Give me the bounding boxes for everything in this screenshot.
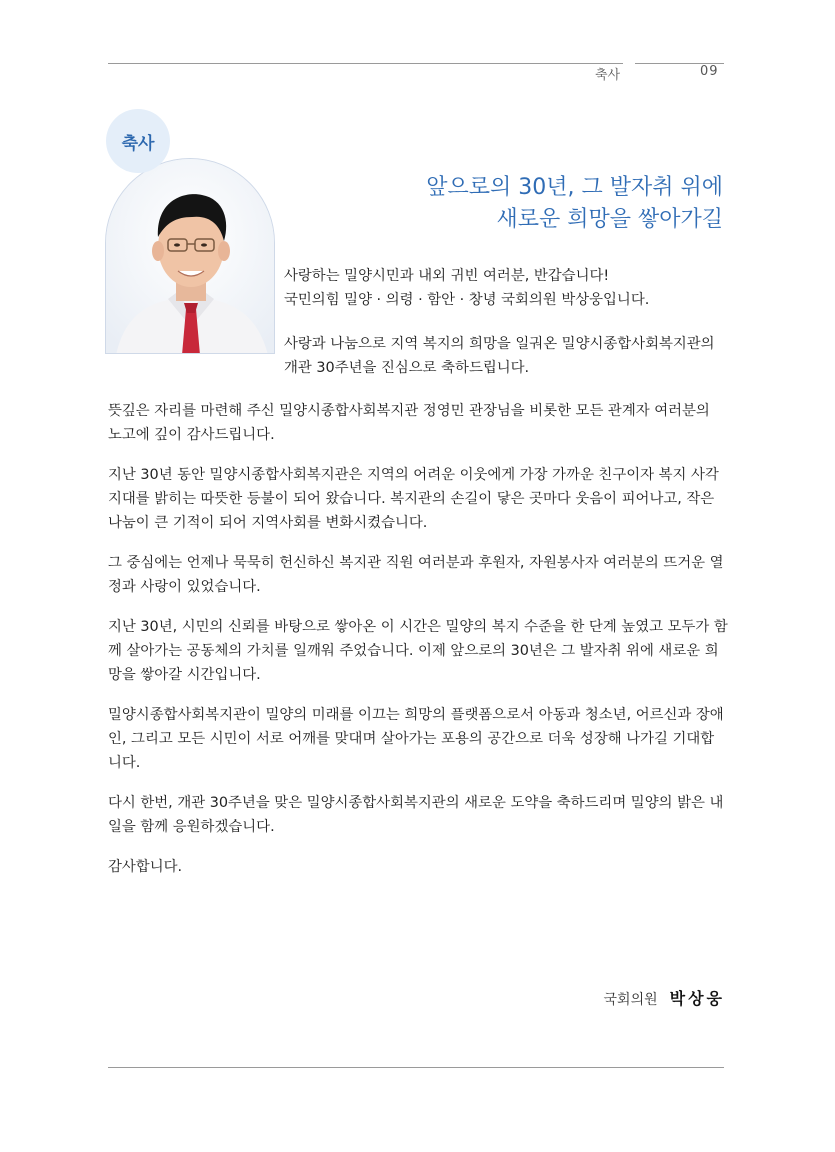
signature-title: 국회의원 xyxy=(603,992,658,1008)
body-paragraph: 지난 30년 동안 밀양시종합사회복지관은 지역의 어려운 이웃에게 가장 가까운 친구이자 복지 사각지대를 밝히는 따뜻한 등불이 되어 왔습니다. 복지관의 손길이 닿은 곳마다 웃음이 피어나고, 작은 나눔이 큰 기적이 되어 지역사회를 변화시켰습니다. xyxy=(108,467,719,531)
headline-line-2: 새로운 희망을 쌓아가길 xyxy=(496,207,723,232)
body-paragraph: 그 중심에는 언제나 묵묵히 헌신하신 복지관 직원 여러분과 후원자, 자원봉사자 여러분의 뜨거운 열정과 사랑이 있었습니다. xyxy=(108,555,724,595)
lead-line: 사랑과 나눔으로 지역 복지의 희망을 일궈온 밀양시종합사회복지관의 xyxy=(284,336,715,352)
body-paragraph: 지난 30년, 시민의 신뢰를 바탕으로 쌓아온 이 시간은 밀양의 복지 수준을 한 단계 높였고 모두가 함께 살아가는 공동체의 가치를 일깨워 주었습니다. 이제 앞으로의 30년은 그 발자취 위에 새로운 희망을 쌓아갈 시간입니다. xyxy=(108,619,728,683)
header-gap xyxy=(623,60,635,68)
lead-line: 개관 30주년을 진심으로 축하드립니다. xyxy=(284,360,530,376)
lead-paragraph-2 xyxy=(284,332,724,380)
body-paragraph: 밀양시종합사회복지관이 밀양의 미래를 이끄는 희망의 플랫폼으로서 아동과 청소년, 어르신과 장애인, 그리고 모든 시민이 서로 어깨를 맞대며 살아가는 포용의 공간으로 더욱 성장해 나가길 기대합니다. xyxy=(108,707,724,771)
portrait-photo xyxy=(105,158,275,354)
lead-line: 국민의힘 밀양 · 의령 · 함안 · 창녕 국회의원 박상웅입니다. xyxy=(284,292,650,308)
headline xyxy=(426,172,723,236)
body-paragraph: 감사합니다. xyxy=(108,859,183,875)
lead-line: 사랑하는 밀양시민과 내외 귀빈 여러분, 반갑습니다! xyxy=(284,268,610,284)
headline-line-1: 앞으로의 30년, 그 발자취 위에 xyxy=(426,175,723,200)
body-paragraph: 다시 한번, 개관 30주년을 맞은 밀양시종합사회복지관의 새로운 도약을 축하드리며 밀양의 밝은 내일을 함께 응원하겠습니다. xyxy=(108,795,724,835)
body-text xyxy=(108,399,728,895)
section-badge: 축사 xyxy=(106,109,170,173)
footer-rule xyxy=(108,1067,724,1068)
signature xyxy=(604,986,725,1009)
body-paragraph: 뜻깊은 자리를 마련해 주신 밀양시종합사회복지관 정영민 관장님을 비롯한 모든 관계자 여러분의 노고에 깊이 감사드립니다. xyxy=(108,403,710,443)
portrait-illustration xyxy=(106,159,275,354)
signature-name: 박상웅 xyxy=(669,989,725,1008)
page-number: 09 xyxy=(700,64,719,79)
lead-paragraph-1 xyxy=(284,264,724,312)
header-section-title: 축사 xyxy=(595,68,621,83)
